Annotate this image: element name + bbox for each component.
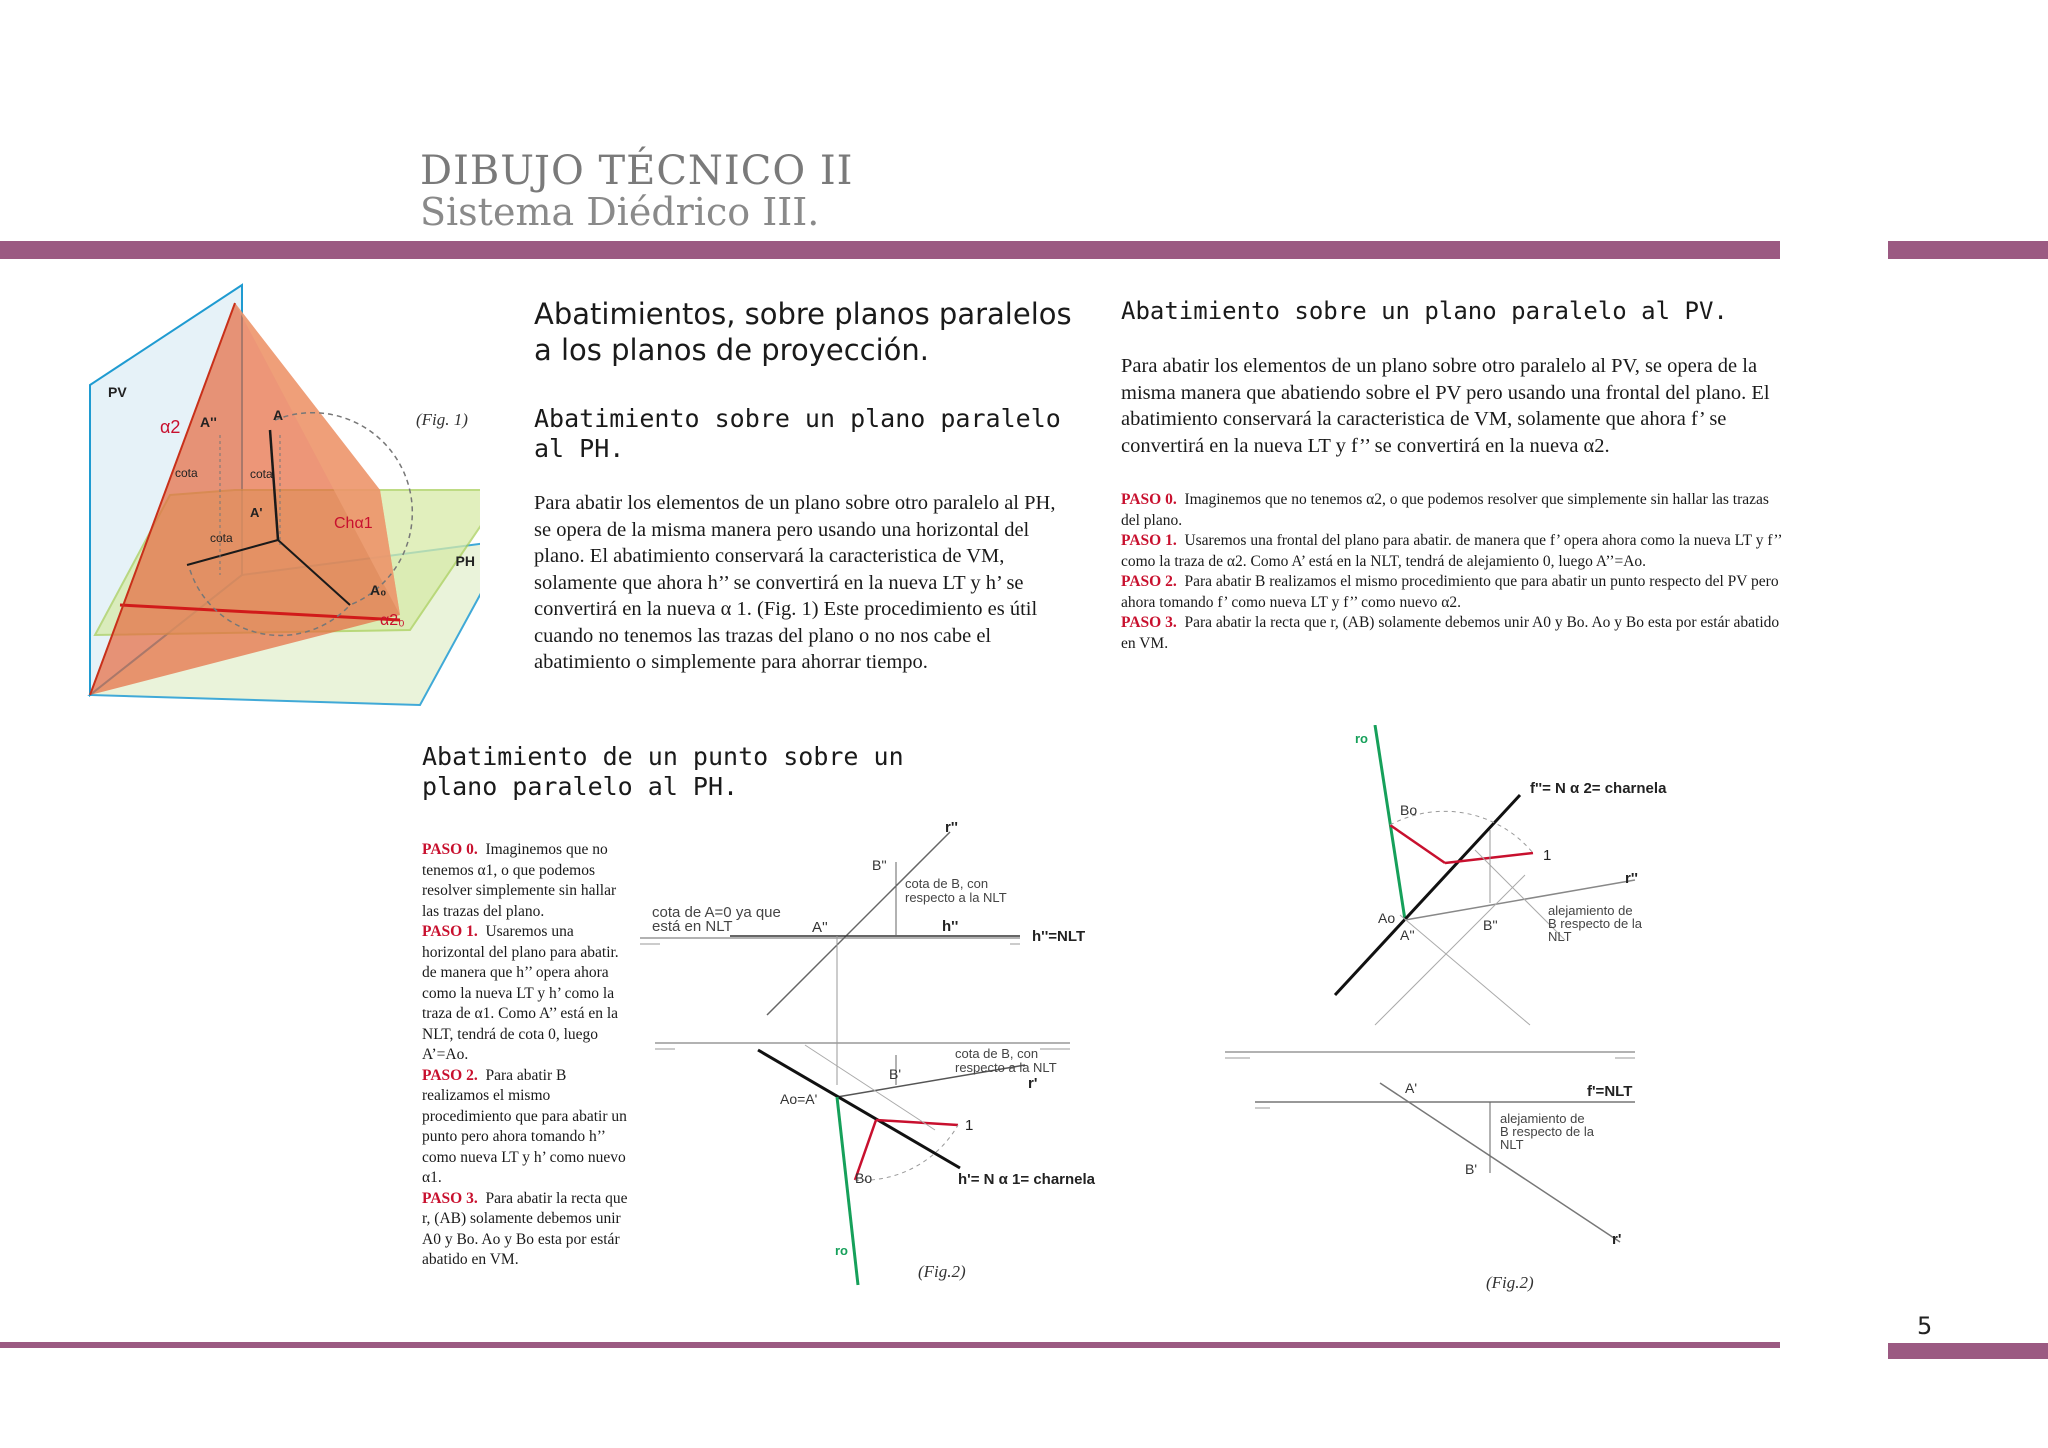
fig2l-cota-b2-2: respecto a la NLT — [955, 1060, 1057, 1075]
section2-heading: Abatimiento sobre un plano paralelo al PV. — [1121, 297, 1728, 325]
fig2r-b1: B' — [1465, 1161, 1478, 1177]
label-a: A — [273, 407, 284, 423]
fig2-right-diagram — [1215, 725, 1695, 1305]
top-band-right — [1888, 241, 2048, 259]
page-number: 5 — [1917, 1312, 1933, 1340]
fig2r-alej2-3: NLT — [1500, 1137, 1524, 1152]
fig1-diagram — [80, 275, 480, 715]
fig2r-alej-2: B respecto de la — [1548, 916, 1642, 931]
fig2-left-caption: (Fig.2) — [918, 1262, 966, 1281]
fig2l-cota-a-2: está en NLT — [652, 918, 733, 935]
label-a2: A'' — [200, 414, 217, 430]
step-3-2: PASO 2. Para abatir B realizamos el mismo procedimiento que para abatir un punto pero ahora tomando h’’ como nueva LT y h’ como nuevo α1. — [422, 1066, 627, 1186]
fig2l-r1: r' — [1028, 1075, 1038, 1092]
fig2r-a1: A' — [1405, 1080, 1418, 1096]
fig2l-h1: h'= N α 1= charnela — [958, 1171, 1096, 1188]
fig2l-h2nlt: h''=NLT — [1032, 928, 1086, 945]
fig2l-b1: B' — [889, 1066, 902, 1082]
bottom-band-right — [1888, 1343, 2048, 1359]
bottom-band-left — [0, 1342, 1780, 1348]
step-3-1: PASO 1. Usaremos una horizontal del plano para abatir. de manera que h’’ opera ahora como la nueva LT y h’ como la traza de α1. Como A’’ está en la NLT, tendrá de cota 0, luego A’=Ao. — [422, 923, 619, 1063]
fig2r-alej2-2: B respecto de la — [1500, 1124, 1594, 1139]
fig2l-bo: Bo — [855, 1170, 873, 1186]
label-pv: PV — [108, 384, 127, 400]
step-3-3: PASO 3. Para abatir la recta que r, (AB) solamente debemos unir A0 y Bo. Ao y Bo esta por estár abatido en VM. — [422, 1189, 628, 1268]
fig2l-cota-a-1: cota de A=0 ya que — [652, 904, 781, 921]
fig2l-ro: ro — [835, 1243, 848, 1258]
step-2-2: PASO 2. Para abatir B realizamos el mismo procedimiento que para abatir un punto respecto del PV pero ahora tomando f’ como nueva LT y f’’ como nuevo α2. — [1121, 573, 1779, 611]
label-alpha2o: α2₀ — [380, 612, 405, 629]
section3-steps — [422, 840, 634, 1271]
fig2l-aoa1: Ao=A' — [780, 1091, 818, 1107]
fig2r-a2: A'' — [1400, 927, 1415, 943]
fig2r-b2: B'' — [1483, 917, 1498, 933]
fig2l-cota-b-2: respecto a la NLT — [905, 890, 1007, 905]
fig2l-one: 1 — [965, 1117, 974, 1134]
fig1-caption: (Fig. 1) — [416, 410, 468, 429]
label-cha1: Chα1 — [334, 515, 373, 532]
label-cota-1: cota — [175, 466, 198, 480]
top-band-left — [0, 241, 1780, 259]
fig2l-a2: A'' — [812, 919, 828, 936]
step-3-0: PASO 0. Imaginemos que no tenemos α1, o que podemos resolver simplemente sin hallar las trazas del plano. — [422, 841, 617, 920]
fig2r-ao: Ao — [1378, 910, 1396, 926]
fig2r-alej-3: NLT — [1548, 929, 1572, 944]
step-2-3: PASO 3. Para abatir la recta que r, (AB) solamente debemos unir A0 y Bo. Ao y Bo esta por estár abatido en VM. — [1121, 614, 1780, 652]
fig2r-alej2-1: alejamiento de — [1500, 1111, 1585, 1126]
fig2r-alej-1: alejamiento de — [1548, 903, 1633, 918]
header-subtitle: Sistema Diédrico III. — [420, 190, 820, 234]
header-title: DIBUJO TÉCNICO II — [420, 148, 854, 194]
fig2r-f1nlt: f'=NLT — [1587, 1083, 1633, 1100]
label-alpha2: α2 — [160, 417, 181, 437]
label-cota-2: cota — [250, 467, 273, 481]
section2-body: Para abatir los elementos de un plano sobre otro paralelo al PV, se opera de la misma manera que abatiendo sobre el PV pero usando una frontal del plano. El abatimiento conservará la caracteristica de VM, solamente que ahora f’ se convertirá en la nueva LT y f’’ se convertirá en la nueva α2. — [1121, 355, 1770, 457]
label-ph: PH — [455, 553, 475, 569]
fig2-left-diagram — [640, 800, 1120, 1320]
fig2r-one: 1 — [1543, 847, 1552, 864]
fig2r-bo: Bo — [1400, 802, 1418, 818]
section1-heading: Abatimientos, sobre planos paralelos a los planos de proyección. — [534, 297, 1072, 367]
section3-heading: Abatimiento de un punto sobre un plano paralelo al PH. — [422, 742, 904, 801]
section1-subheading: Abatimiento sobre un plano paralelo al PH. — [534, 404, 1061, 463]
fig2l-b2: B'' — [872, 857, 887, 873]
section1-body: Para abatir los elementos de un plano sobre otro paralelo al PH, se opera de la misma manera pero usando una horizontal del plano. El abatimiento conservará la caracteristica de VM, solamente que ahora h’’ se convertirá en la nueva LT y h’ se convertirá en la nueva α 1. (Fig. 1) Este procedimiento es útil cuando no tenemos las trazas del plano o no nos cabe el abatimiento o simplemente para ahorrar tiempo. — [534, 492, 1056, 673]
fig2r-r2: r'' — [1625, 870, 1638, 887]
section2-steps — [1121, 490, 1791, 654]
fig2r-r1: r' — [1612, 1231, 1622, 1248]
fig2l-r2: r'' — [945, 819, 958, 836]
fig2r-f2: f''= N α 2= charnela — [1530, 780, 1667, 797]
step-2-1: PASO 1. Usaremos una frontal del plano para abatir. de manera que f’ opera ahora como la nueva LT y f’’ como la traza de α2. Como A’ está en la NLT, tendrá de alejamiento 0, luego A’’=Ao. — [1121, 532, 1782, 570]
fig2l-cota-b2-1: cota de B, con — [955, 1046, 1039, 1061]
label-cota-3: cota — [210, 531, 233, 545]
fig2l-cota-b-1: cota de B, con — [905, 876, 989, 891]
fig2-right-caption: (Fig.2) — [1486, 1273, 1534, 1292]
fig2r-ro: ro — [1355, 731, 1368, 746]
label-a1: A' — [250, 505, 263, 520]
step-2-0: PASO 0. Imaginemos que no tenemos α2, o que podemos resolver que simplemente sin hallar las trazas del plano. — [1121, 491, 1769, 529]
fig2l-h2: h'' — [942, 918, 959, 935]
label-ao: A₀ — [370, 582, 387, 598]
